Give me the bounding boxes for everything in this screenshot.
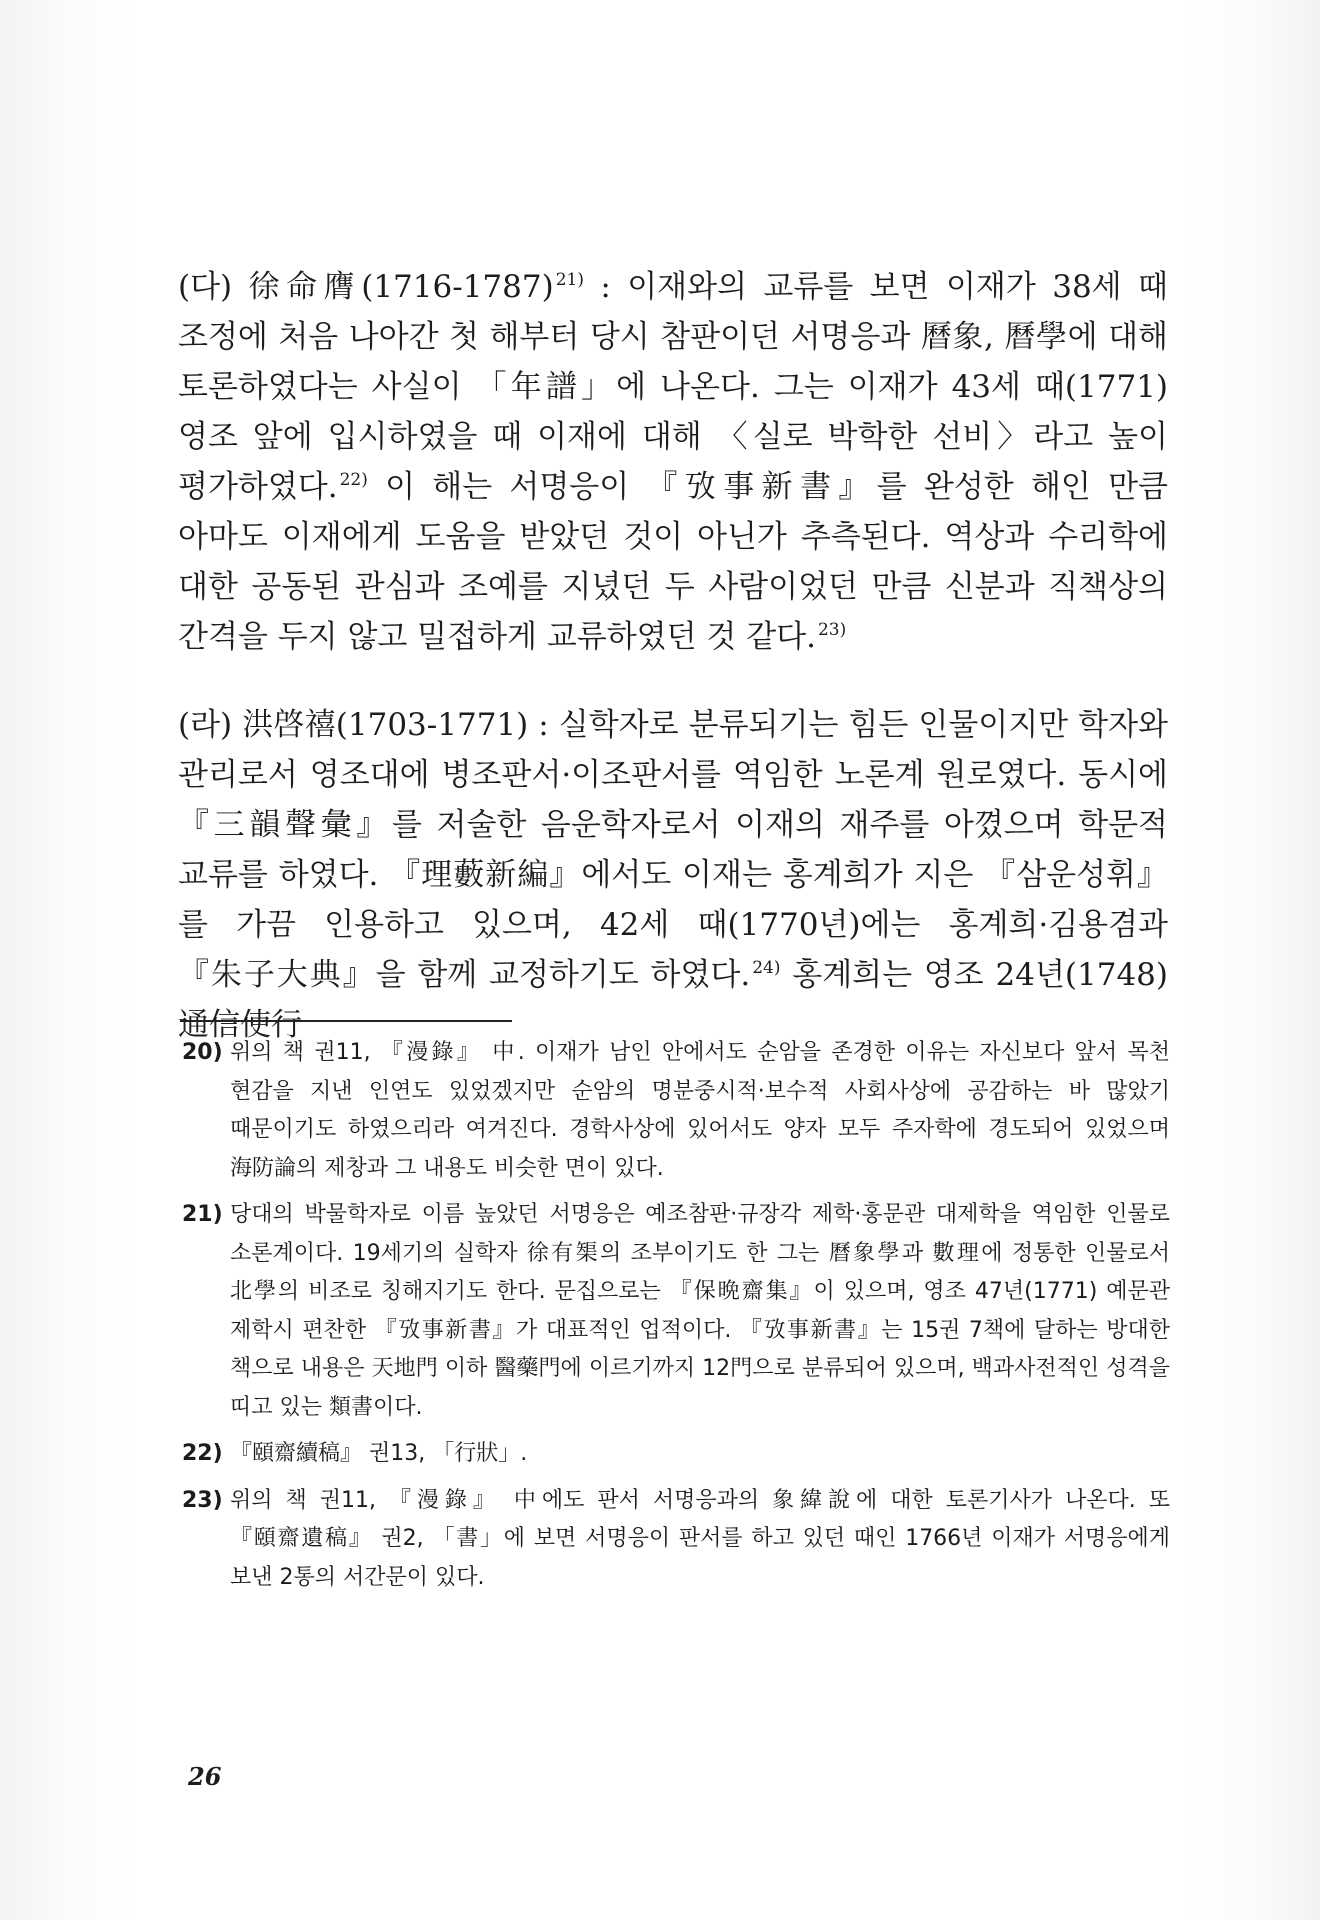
footnote-item — [182, 1435, 1170, 1474]
footnote-text: 당대의 박물학자로 이름 높았던 서명응은 예조참판·규장각 제학·홍문관 대제학을 역임한 인물로 소론계이다. 19세기의 실학자 徐有榘의 조부이기도 한 그는 曆象學과 數理에 정통한 인물로서 北學의 비조로 칭해지기도 한다. 문집으로는 『保晩齋集』이 있으며, 영조 47년(1771) 예문관 제학시 편찬한 『攷事新書』가 대표적인 업적이다. 『攷事新書』는 15권 7책에 달하는 방대한 책으로 내용은 天地門 이하 醫藥門에 이르기까지 12門으로 분류되어 있으며, 백과사전적인 성격을 띠고 있는 類書이다. — [230, 1202, 1170, 1420]
paragraph-text: 홍계희는 영조 24년(1748) 通信使行 — [178, 957, 1168, 1043]
paragraph-text: 이 해는 서명응이 『攷事新書』를 완성한 해인 만큼 아마도 이재에게 도움을 받았던 것이 아닌가 추측된다. 역상과 수리학에 대한 공동된 관심과 조예를 지녔던 두 사람이었던 만큼 신분과 직책상의 간격을 두지 않고 밀접하게 교류하였던 것 같다. — [178, 469, 1168, 655]
footnote-number: 21) — [182, 1202, 223, 1227]
footnote-ref: 24) — [752, 958, 781, 978]
footnote-ref: 23) — [817, 620, 847, 640]
paragraph-text: : 이재와의 교류를 보면 이재가 38세 때 조정에 처음 나아간 첫 해부터 당시 참판이던 서명응과 曆象, 曆學에 대해 토론하였다는 사실이 「年譜」에 나온다. 그는 이재가 43세 때(1771) 영조 앞에 입시하였을 때 이재에 대해 〈실로 박학한 선비〉라고 높이 평가하였다. — [178, 269, 1168, 505]
page-number: 26 — [188, 1762, 222, 1791]
footnote-number: 20) — [182, 1040, 223, 1065]
footnote-ref: 21) — [555, 270, 584, 290]
paragraph-seo-myeong-eung — [178, 262, 1168, 662]
footnote-item — [182, 1034, 1170, 1188]
footnote-number: 23) — [182, 1487, 223, 1513]
footnote-divider — [180, 1020, 512, 1022]
paragraph-text: (라) 洪啓禧(1703-1771) : 실학자로 분류되기는 힘든 인물이지만 학자와 관리로서 영조대에 병조판서·이조판서를 역임한 노론계 원로였다. 동시에 『三韻聲彙』를 저술한 음운학자로서 이재의 재주를 아꼈으며 학문적 교류를 하였다. 『理藪新編』에서도 이재는 홍계희가 지은 『삼운성휘』를 가끔 인용하고 있으며, 42세 때(1770년)에는 홍계희·김용겸과 『朱子大典』을 함께 교정하기도 하였다. — [178, 707, 1168, 993]
paragraph-text: (다) 徐命膺(1716-1787) — [178, 269, 554, 305]
footnote-number: 22) — [182, 1441, 223, 1466]
footnote-text: 위의 책 권11, 『漫錄』 中에도 판서 서명응과의 象緯說에 대한 토론기사가 나온다. 또 『頤齋遺稿』 권2, 「書」에 보면 서명응이 판서를 하고 있던 때인 1766년 이재가 서명응에게 보낸 2통의 서간문이 있다. — [230, 1487, 1170, 1590]
footnotes — [182, 1034, 1170, 1605]
footnote-ref: 22) — [339, 470, 368, 490]
footnote-item — [182, 1482, 1170, 1598]
footnote-text: 『頤齋續稿』 권13, 「行狀」. — [230, 1441, 528, 1466]
footnote-item — [182, 1196, 1170, 1427]
footnote-text: 위의 책 권11, 『漫錄』 中. 이재가 남인 안에서도 순암을 존경한 이유는 자신보다 앞서 목천 현감을 지낸 인연도 있었겠지만 순암의 명분중시적·보수적 사회사상에 공감하는 바 많았기 때문이기도 하였으리라 여겨진다. 경학사상에 있어서도 양자 모두 주자학에 경도되어 있었으며 海防論의 제창과 그 내용도 비슷한 면이 있다. — [230, 1040, 1170, 1181]
paragraph-hong-gye-hui — [178, 700, 1168, 1050]
